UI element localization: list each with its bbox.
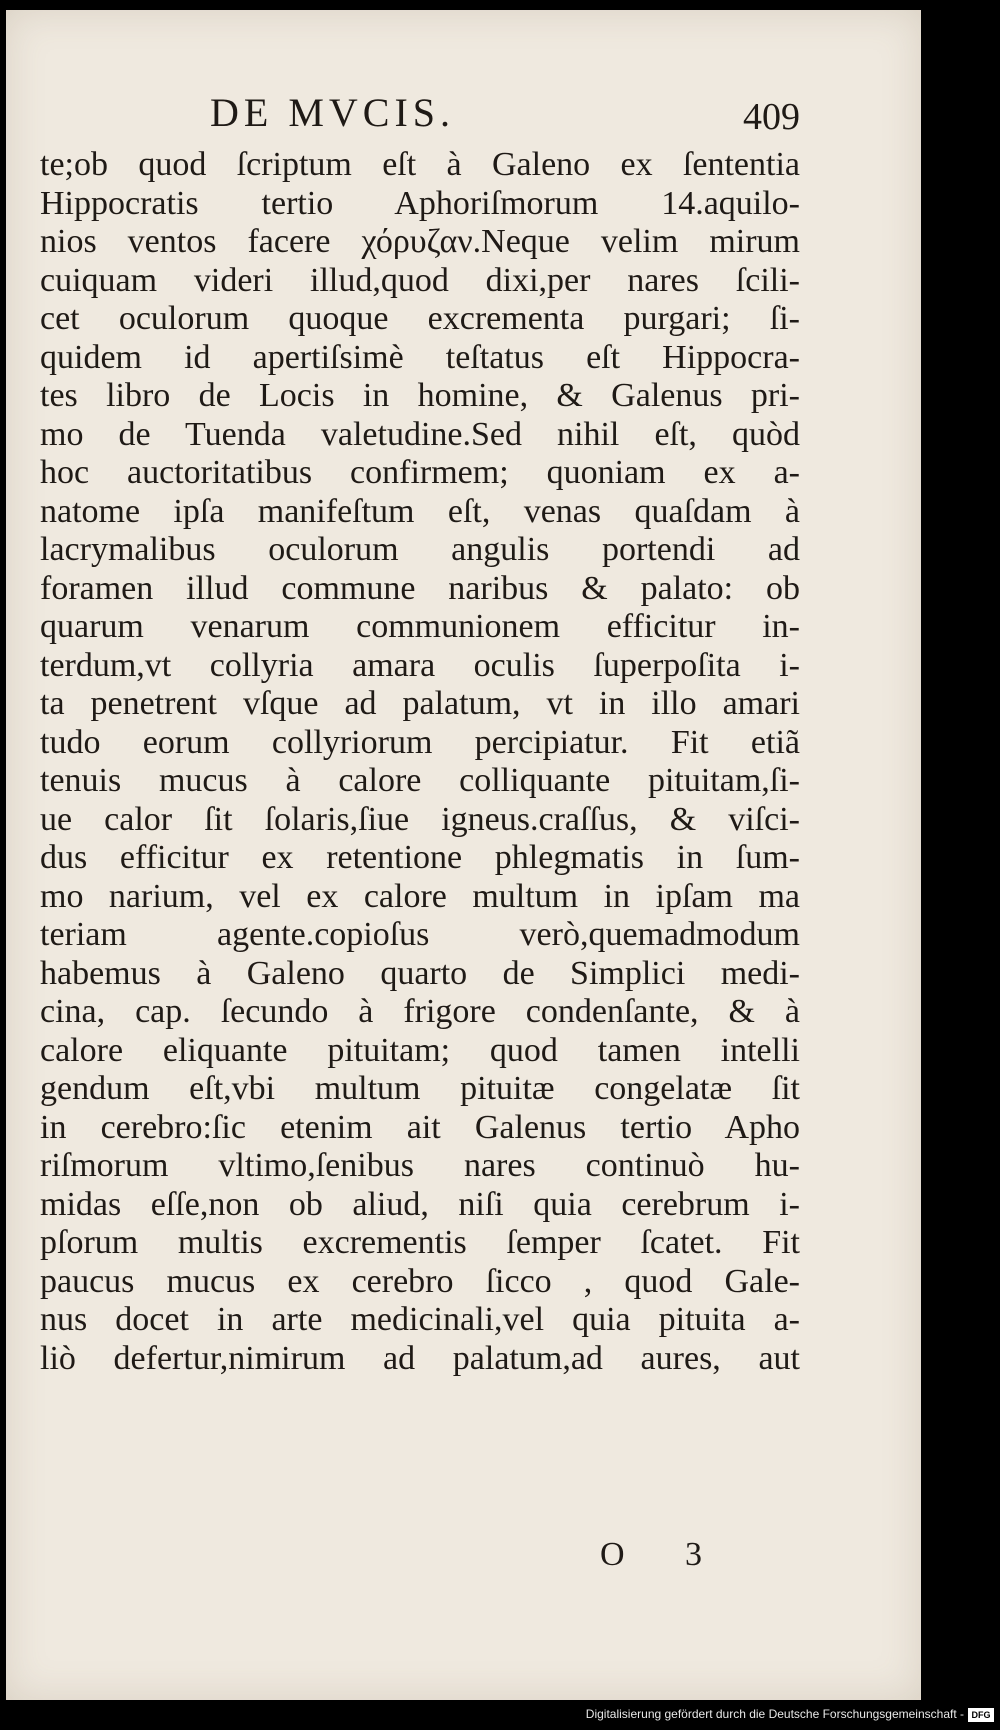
text-line: Hippocratis tertio Aphoriſmorum 14.aquilo- bbox=[40, 184, 800, 222]
running-head: DE MVCIS. bbox=[210, 90, 456, 135]
text-line: mo de Tuenda valetudine.Sed nihil eſt, quòd bbox=[40, 415, 800, 453]
text-line: quarum venarum communionem efficitur in- bbox=[40, 608, 800, 645]
text-line: terdum,vt collyria amara oculis ſuperpoſita i- bbox=[40, 646, 800, 684]
text-line: quidem id apertiſsimè teſtatus eſt Hippocra- bbox=[40, 338, 800, 376]
text-line: cuiquam videri illud,quod dixi,per nares ſcili- bbox=[40, 261, 800, 299]
text-line: in cerebro:ſic etenim ait Galenus tertio Apho bbox=[40, 1108, 800, 1146]
signature-mark: O 3 bbox=[600, 1536, 729, 1573]
text-line: pſorum multis excrementis ſemper ſcatet. Fit bbox=[40, 1224, 800, 1261]
text-line: liò defertur,nimirum ad palatum,ad aures, aut bbox=[40, 1339, 800, 1377]
text-line: riſmorum vltimo,ſenibus nares continuò hu- bbox=[40, 1147, 800, 1184]
text-line: calore eliquante pituitam; quod tamen intelli bbox=[40, 1031, 800, 1069]
text-line: nios ventos facere χόρυζαν.Neque velim mirum bbox=[40, 223, 800, 260]
text-line: midas eſſe,non ob aliud, niſi quia cerebrum i- bbox=[40, 1185, 800, 1223]
text-line: lacrymalibus oculorum angulis portendi ad bbox=[40, 531, 800, 568]
text-line: hoc auctoritatibus confirmem; quoniam ex a- bbox=[40, 454, 800, 491]
text-line: nus docet in arte medicinali,vel quia pituita a- bbox=[40, 1301, 800, 1338]
text-line: tenuis mucus à calore colliquante pituitam,ſi- bbox=[40, 762, 800, 799]
text-line: foramen illud commune naribus & palato: ob bbox=[40, 569, 800, 607]
text-line: dus efficitur ex retentione phlegmatis in ſum- bbox=[40, 839, 800, 876]
text-line: te;ob quod ſcriptum eſt à Galeno ex ſententia bbox=[40, 146, 800, 183]
text-line: natome ipſa manifeſtum eſt, venas quaſdam à bbox=[40, 492, 800, 530]
text-line: paucus mucus ex cerebro ſicco , quod Gale- bbox=[40, 1262, 800, 1300]
funding-credit: Digitalisierung gefördert durch die Deutsche Forschungsgemeinschaft - bbox=[585, 1707, 964, 1721]
dfg-logo: DFG bbox=[968, 1708, 994, 1722]
text-line: cina, cap. ſecundo à frigore condenſante, & à bbox=[40, 993, 800, 1030]
text-line: ue calor ſit ſolaris,ſiue igneus.craſſus, & viſci- bbox=[40, 800, 800, 838]
text-line: tudo eorum collyriorum percipiatur. Fit etiã bbox=[40, 723, 800, 761]
text-line: mo narium, vel ex calore multum in ipſam ma bbox=[40, 877, 800, 915]
page-number: 409 bbox=[743, 96, 800, 138]
text-line: cet oculorum quoque excrementa purgari; ſi- bbox=[40, 300, 800, 337]
text-line: habemus à Galeno quarto de Simplici medi- bbox=[40, 954, 800, 992]
text-line: gendum eſt,vbi multum pituitæ congelatæ ſit bbox=[40, 1070, 800, 1107]
text-line: teriam agente.copioſus verò,quemadmodum bbox=[40, 916, 800, 953]
text-line: tes libro de Locis in homine, & Galenus pri- bbox=[40, 377, 800, 414]
text-line: ta penetrent vſque ad palatum, vt in illo amari bbox=[40, 685, 800, 722]
page-header bbox=[40, 88, 800, 148]
book-page bbox=[6, 10, 921, 1700]
body-text bbox=[40, 146, 800, 1378]
digitization-footer bbox=[0, 1702, 1000, 1730]
